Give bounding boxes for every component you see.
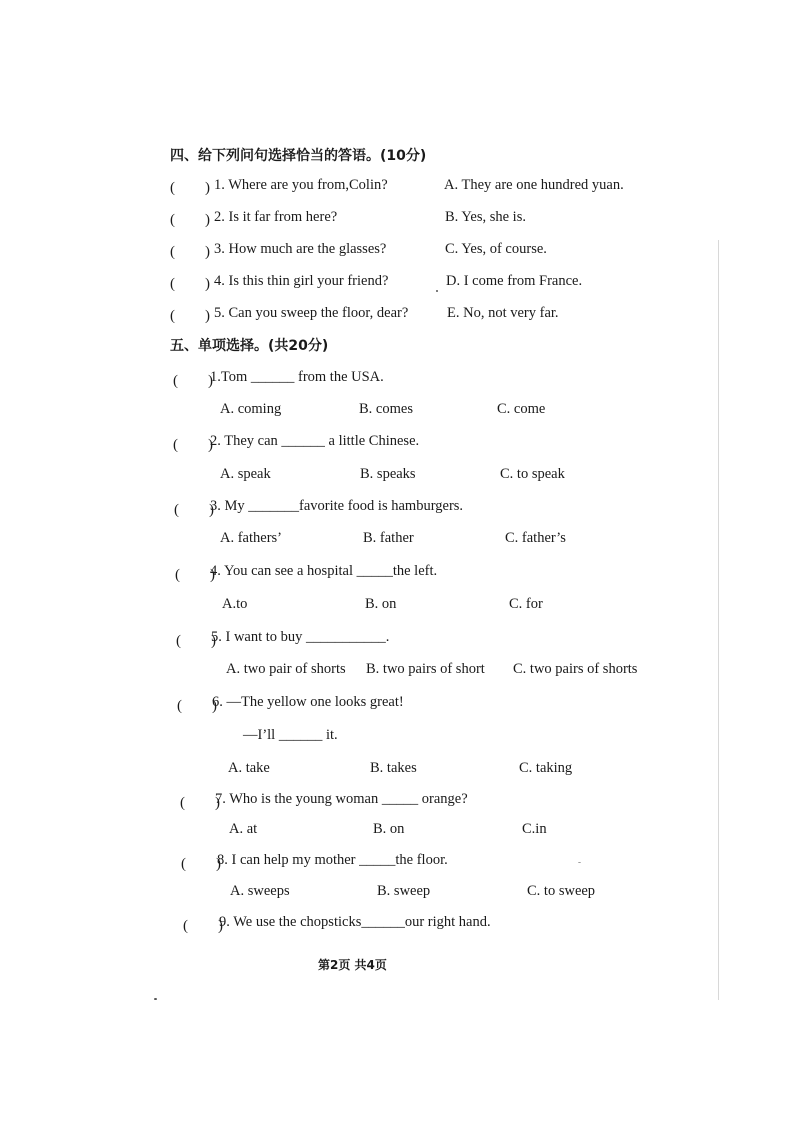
option-a: A. two pair of shorts bbox=[226, 661, 346, 677]
option-b: B. father bbox=[363, 530, 414, 546]
answer-option: A. They are one hundred yuan. bbox=[444, 177, 624, 193]
question-text: 4. Is this thin girl your friend? bbox=[214, 273, 389, 289]
section-4-title: 四、给下列问句选择恰当的答语。(10分) bbox=[170, 148, 427, 164]
question-text: 8. I can help my mother _____the floor. bbox=[217, 852, 448, 868]
option-c: C. father’s bbox=[505, 530, 566, 546]
question-text: 3. My _______favorite food is hamburgers. bbox=[210, 498, 464, 514]
answer-blank[interactable]: ( ) bbox=[177, 698, 217, 714]
question-text: 3. How much are the glasses? bbox=[214, 241, 387, 257]
question-text: 4. You can see a hospital _____the left. bbox=[210, 563, 438, 579]
answer-option: D. I come from France. bbox=[446, 273, 583, 289]
question-text: 5. I want to buy ___________. bbox=[211, 629, 390, 645]
scan-speck bbox=[578, 862, 581, 863]
question-text: 6. —The yellow one looks great! bbox=[212, 694, 404, 710]
question-text: 1. Where are you from,Colin? bbox=[214, 177, 388, 193]
answer-blank[interactable]: ( ) bbox=[170, 180, 210, 196]
option-c: C. to sweep bbox=[527, 883, 596, 899]
answer-blank[interactable]: ( ) bbox=[181, 856, 221, 872]
question-text: 2. They can ______ a little Chinese. bbox=[210, 433, 420, 449]
option-a: A. sweeps bbox=[230, 883, 290, 899]
option-a: A. speak bbox=[220, 466, 271, 482]
answer-blank[interactable]: ( ) bbox=[170, 244, 210, 260]
answer-blank[interactable]: ( ) bbox=[180, 795, 220, 811]
scan-edge-line bbox=[718, 240, 719, 1000]
scan-speck bbox=[436, 290, 438, 292]
question-text: 1.Tom ______ from the USA. bbox=[210, 369, 384, 385]
option-b: B. speaks bbox=[360, 466, 416, 482]
option-c: C. to speak bbox=[500, 466, 565, 482]
answer-option: E. No, not very far. bbox=[447, 305, 559, 321]
question-text: 2. Is it far from here? bbox=[214, 209, 338, 225]
option-c: C. taking bbox=[519, 760, 573, 776]
answer-blank[interactable]: ( ) bbox=[173, 437, 213, 453]
scan-speck bbox=[154, 998, 157, 1000]
answer-blank[interactable]: ( ) bbox=[183, 918, 223, 934]
option-c: C. come bbox=[497, 401, 546, 417]
answer-blank[interactable]: ( ) bbox=[176, 633, 216, 649]
option-b: B. takes bbox=[370, 760, 417, 776]
option-b: B. on bbox=[373, 821, 405, 837]
option-a: A. at bbox=[229, 821, 258, 837]
option-a: A. coming bbox=[220, 401, 282, 417]
question-text: 7. Who is the young woman _____ orange? bbox=[215, 791, 468, 807]
option-a: A. fathers’ bbox=[220, 530, 283, 546]
question-text: 9. We use the chopsticks______our right hand. bbox=[219, 914, 491, 930]
question-text: 5. Can you sweep the floor, dear? bbox=[214, 305, 409, 321]
answer-blank[interactable]: ( ) bbox=[175, 567, 215, 583]
option-b: B. comes bbox=[359, 401, 413, 417]
option-b: B. two pairs of short bbox=[366, 661, 485, 677]
option-c: C.in bbox=[522, 821, 547, 837]
question-reply: —I’ll ______ it. bbox=[243, 727, 338, 743]
option-b: B. on bbox=[365, 596, 397, 612]
answer-blank[interactable]: ( ) bbox=[170, 212, 210, 228]
section-5-title: 五、单项选择。(共20分) bbox=[170, 338, 329, 354]
option-c: C. two pairs of shorts bbox=[513, 661, 638, 677]
answer-option: C. Yes, of course. bbox=[445, 241, 547, 257]
answer-option: B. Yes, she is. bbox=[445, 209, 526, 225]
answer-blank[interactable]: ( ) bbox=[170, 276, 210, 292]
option-b: B. sweep bbox=[377, 883, 431, 899]
page-number: 第2页 共4页 bbox=[318, 958, 387, 972]
option-a: A.to bbox=[222, 596, 248, 612]
answer-blank[interactable]: ( ) bbox=[173, 373, 213, 389]
option-a: A. take bbox=[228, 760, 270, 776]
answer-blank[interactable]: ( ) bbox=[174, 502, 214, 518]
option-c: C. for bbox=[509, 596, 543, 612]
answer-blank[interactable]: ( ) bbox=[170, 308, 210, 324]
